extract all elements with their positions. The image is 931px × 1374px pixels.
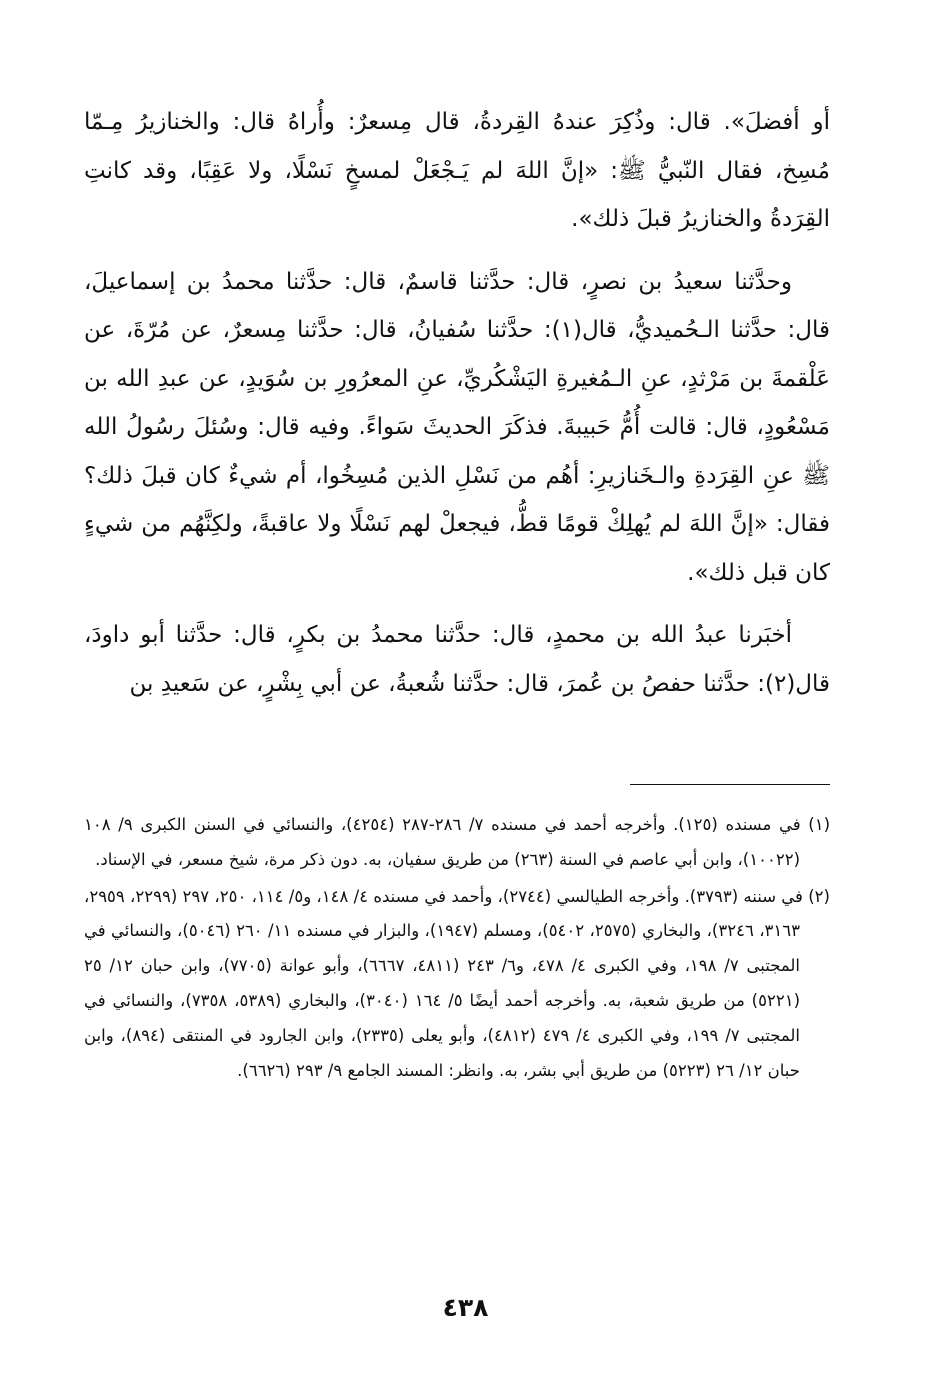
paragraph-2: وحدَّثنا سعيدُ بن نصرٍ، قال: حدَّثنا قاسمٌ، قال: حدَّثنا محمدُ بن إسماعيلَ، قال: حدَّثنا الـحُميديُّ، قال(١): حدَّثنا سُفيانُ، قال: حدَّثنا مِسعرٌ، عن مُرّةَ، عن عَلْقمةَ بن مَرْثدٍ، عنِ الـمُغيرةِ اليَشْكُريِّ، عنِ المعرُورِ بن سُوَيدٍ، عن عبدِ الله بن مَسْعُودٍ، قال: قالت أُمُّ حَبيبةَ. فذكَرَ الحديثَ سَواءً. وفيه قال: وسُئلَ رسُولُ الله ﷺ عنِ القِرَدةِ والـخَنازيرِ: أهُم من نَسْلِ الذين مُسِخُوا، أم شيءٌ كان قبلَ ذلك؟ فقال: «إنَّ اللهَ لم يُهلِكْ قومًا قطُّ، فيجعلْ لهم نَسْلًا ولا عاقبةً، ولكِنَّهُم من شيءٍ كان قبل ذلك». (84, 268, 830, 586)
footnote-2: (٢) في سننه (٣٧٩٣). وأخرجه الطيالسي (٢٧٤٤)، وأحمد في مسنده ٤/ ١٤٨، و٥/ ١١٤، ٢٥٠، ٢٩٧ (٢٢٩٩، ٢٩٥٩، ٣١٦٣، ٣٢٤٦)، والبخاري (٢٥٧٥، ٥٤٠٢)، ومسلم (١٩٤٧)، والبزار في مسنده ١١/ ٢٦٠ (٥٠٤٦)، والنسائي في المجتبى ٧/ ١٩٨، وفي الكبرى ٤/ ٤٧٨، و٦/ ٢٤٣ (٤٨١١، ٦٦٦٧)، وأبو عوانة (٧٧٠٥)، وابن حبان ١٢/ ٢٥ (٥٢٢١) من طريق شعبة، به. وأخرجه أحمد أيضًا ٥/ ١٦٤ (٣٠٤٠)، والبخاري (٥٣٨٩، ٧٣٥٨)، والنسائي في المجتبى ٧/ ١٩٩، وفي الكبرى ٤/ ٤٧٩ (٤٨١٢)، وأبو يعلى (٢٣٣٥)، وابن الجارود في المنتقى (٨٩٤)، وابن حبان ١٢/ ٢٦ (٥٢٢٣) من طريق أبي بشر، به. وانظر: المسند الجامع ٩/ ٢٩٣ (٦٦٢٦). (84, 886, 830, 1080)
paragraph-3: أخبَرنا عبدُ الله بن محمدٍ، قال: حدَّثنا محمدُ بن بكرٍ، قال: حدَّثنا أبو داودَ، قال(٢): حدَّثنا حفصُ بن عُمرَ، قال: حدَّثنا شُعبةُ، عن أبي بِشْرٍ، عن سَعيدِ بن (84, 622, 830, 697)
main-text (84, 98, 830, 722)
footnotes (84, 808, 830, 1090)
footnote-1: (١) في مسنده (١٢٥). وأخرجه أحمد في مسنده ٧/ ٢٨٦-٢٨٧ (٤٢٥٤)، والنسائي في السنن الكبرى ٩/ ١٠٨ (١٠٠٢٢)، وابن أبي عاصم في السنة (٢٦٣) من طريق سفيان، به. دون ذكر مرة، شيخ مسعر، في الإسناد. (84, 815, 830, 869)
page-number: ٤٣٨ (442, 1293, 489, 1322)
paragraph-1: أو أفضلَ». قال: وذُكِرَ عندهُ القِردةُ، قال مِسعرٌ: وأُراهُ قال: والخنازيرُ مِـمّا مُسِخ، فقال النّبيُّ ﷺ: «إنَّ اللهَ لم يَـجْعَلْ لمسخٍ نَسْلًا، ولا عَقِبًا، وقد كانتِ القِرَدةُ والخنازيرُ قبلَ ذلك». (84, 109, 830, 232)
footnote-divider (630, 784, 830, 785)
